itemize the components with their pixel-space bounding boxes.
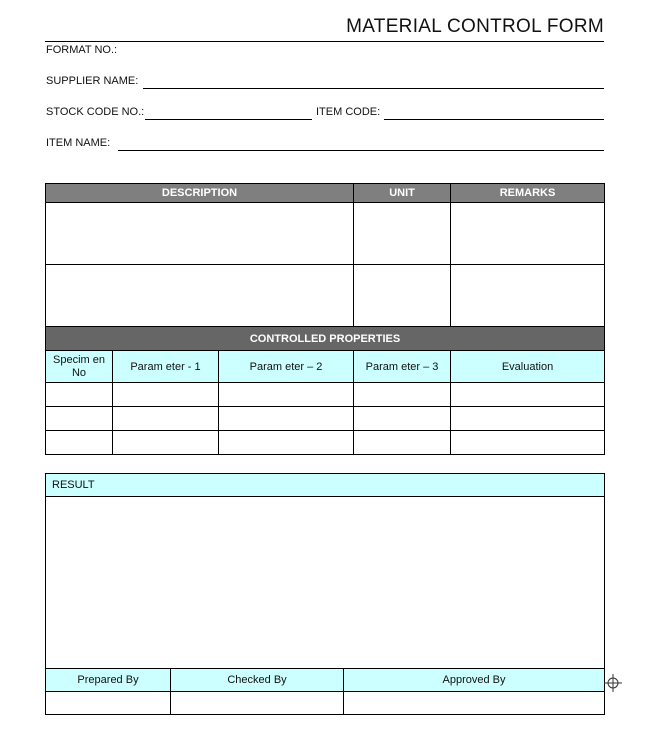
specimen-cell[interactable]: [46, 431, 113, 455]
remarks-header: REMARKS: [451, 184, 605, 203]
description-row: [46, 265, 605, 327]
supplier-name-label: SUPPLIER NAME:: [46, 75, 139, 87]
checked-by-header: Checked By: [171, 669, 344, 692]
specimen-no-header-line2: No: [71, 366, 87, 379]
evaluation-cell[interactable]: [451, 431, 605, 455]
parameter-2-header: Param eter – 2: [219, 351, 354, 383]
form-title: MATERIAL CONTROL FORM: [346, 16, 604, 37]
unit-cell[interactable]: [354, 203, 451, 265]
result-header: RESULT: [46, 474, 605, 497]
parameter-1-header: Param eter - 1: [113, 351, 219, 383]
item-name-field[interactable]: [118, 150, 604, 151]
result-area[interactable]: [46, 497, 605, 669]
controlled-properties-header: CONTROLLED PROPERTIES: [46, 327, 605, 351]
properties-row: [46, 383, 605, 407]
description-row: [46, 203, 605, 265]
approved-by-header: Approved By: [344, 669, 605, 692]
prepared-by-cell[interactable]: [46, 692, 171, 715]
description-header: DESCRIPTION: [46, 184, 354, 203]
parameter-2-cell[interactable]: [219, 431, 354, 455]
parameter-3-header: Param eter – 3: [354, 351, 451, 383]
unit-cell[interactable]: [354, 265, 451, 327]
parameter-1-cell[interactable]: [113, 431, 219, 455]
format-no-label: FORMAT NO.:: [46, 44, 118, 56]
title-divider: [45, 41, 604, 42]
approved-by-cell[interactable]: [344, 692, 605, 715]
evaluation-cell[interactable]: [451, 383, 605, 407]
evaluation-header: Evaluation: [451, 351, 605, 383]
supplier-name-field[interactable]: [143, 88, 604, 89]
prepared-by-header: Prepared By: [46, 669, 171, 692]
description-cell[interactable]: [46, 265, 354, 327]
parameter-3-cell[interactable]: [354, 383, 451, 407]
parameter-1-cell[interactable]: [113, 407, 219, 431]
specimen-cell[interactable]: [46, 407, 113, 431]
remarks-cell[interactable]: [451, 203, 605, 265]
parameter-1-cell[interactable]: [113, 383, 219, 407]
unit-header: UNIT: [354, 184, 451, 203]
parameter-2-cell[interactable]: [219, 383, 354, 407]
evaluation-cell[interactable]: [451, 407, 605, 431]
remarks-cell[interactable]: [451, 265, 605, 327]
item-code-label: ITEM CODE:: [316, 106, 381, 118]
specimen-no-header: [46, 351, 113, 383]
specimen-cell[interactable]: [46, 383, 113, 407]
stock-code-no-field[interactable]: [145, 119, 312, 120]
material-table: [45, 183, 605, 455]
parameter-3-cell[interactable]: [354, 407, 451, 431]
properties-row: [46, 407, 605, 431]
result-table: [45, 473, 605, 715]
checked-by-cell[interactable]: [171, 692, 344, 715]
registration-mark-icon: [604, 674, 622, 692]
parameter-2-cell[interactable]: [219, 407, 354, 431]
item-code-field[interactable]: [384, 119, 604, 120]
parameter-3-cell[interactable]: [354, 431, 451, 455]
specimen-no-header-line1: Specim en: [53, 353, 105, 366]
description-cell[interactable]: [46, 203, 354, 265]
item-name-label: ITEM NAME:: [46, 137, 111, 149]
stock-code-no-label: STOCK CODE NO.:: [46, 106, 145, 118]
properties-row: [46, 431, 605, 455]
